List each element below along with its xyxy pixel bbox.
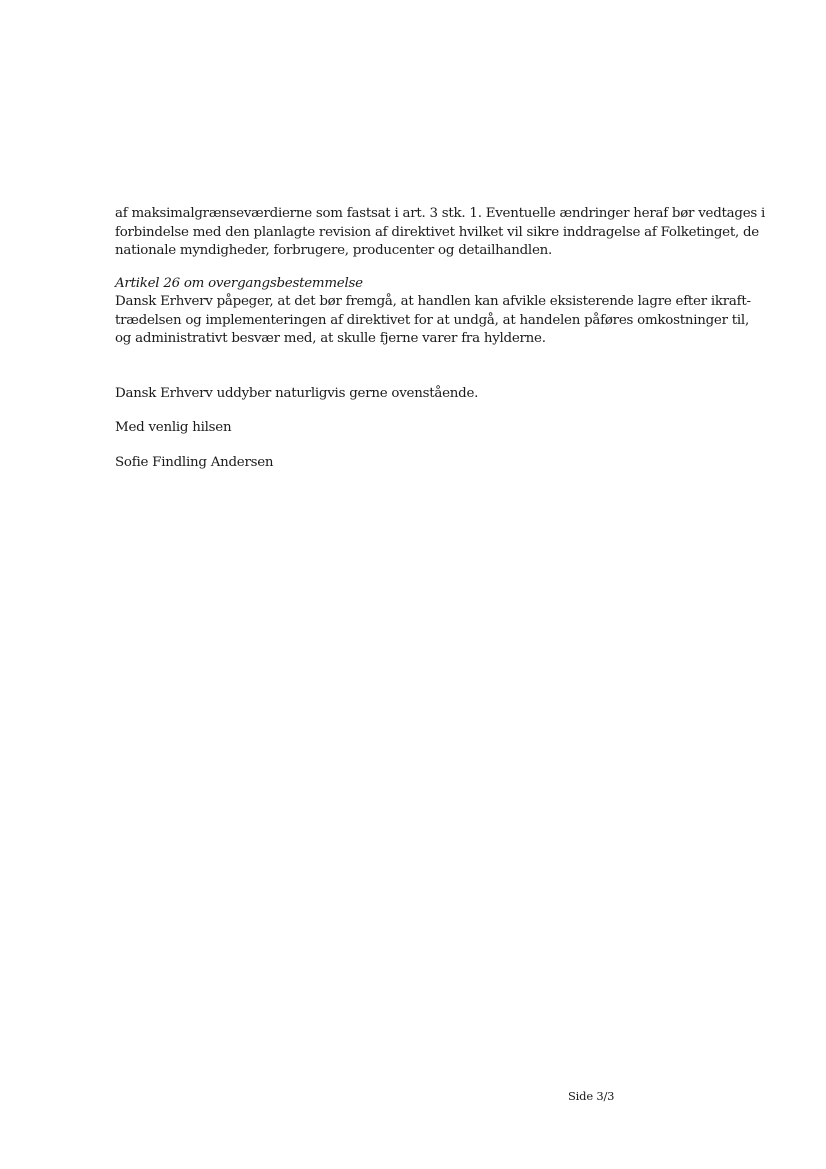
paragraph-line: og administrativt besvær med, at skulle fjerne varer fra hylderne.: [115, 331, 546, 346]
page-number: Side 3/3: [568, 1089, 615, 1103]
spacer: [115, 363, 715, 385]
paragraph-max-limit-values: [115, 205, 766, 261]
paragraph-line: Dansk Erhverv påpeger, at det bør fremgå, at handlen kan afvikle eksisterende lagre efter ikraft-: [115, 294, 751, 309]
paragraph-line: forbindelse med den planlagte revision af direktivet hvilket vil sikre inddragelse af Folketinget, de: [115, 224, 759, 240]
document-body: [115, 205, 766, 488]
section-article-26: [115, 275, 751, 349]
salutation: Med venlig hilsen: [115, 420, 232, 435]
signature-name: Sofie Findling Andersen: [115, 454, 274, 470]
closing-statement: Dansk Erhverv uddyber naturligvis gerne ovenstående.: [115, 385, 479, 401]
section-heading: Artikel 26 om overgangsbestemmelse: [115, 275, 363, 291]
paragraph-line: trædelsen og implementeringen af direktivet for at undgå, at handelen påføres omkostninger til,: [115, 312, 749, 328]
paragraph-line: af maksimalgrænseværdierne som fastsat i art. 3 stk. 1. Eventuelle ændringer heraf bør vedtages i: [115, 206, 766, 221]
paragraph-line: nationale myndigheder, forbrugere, producenter og detailhandlen.: [115, 243, 553, 258]
